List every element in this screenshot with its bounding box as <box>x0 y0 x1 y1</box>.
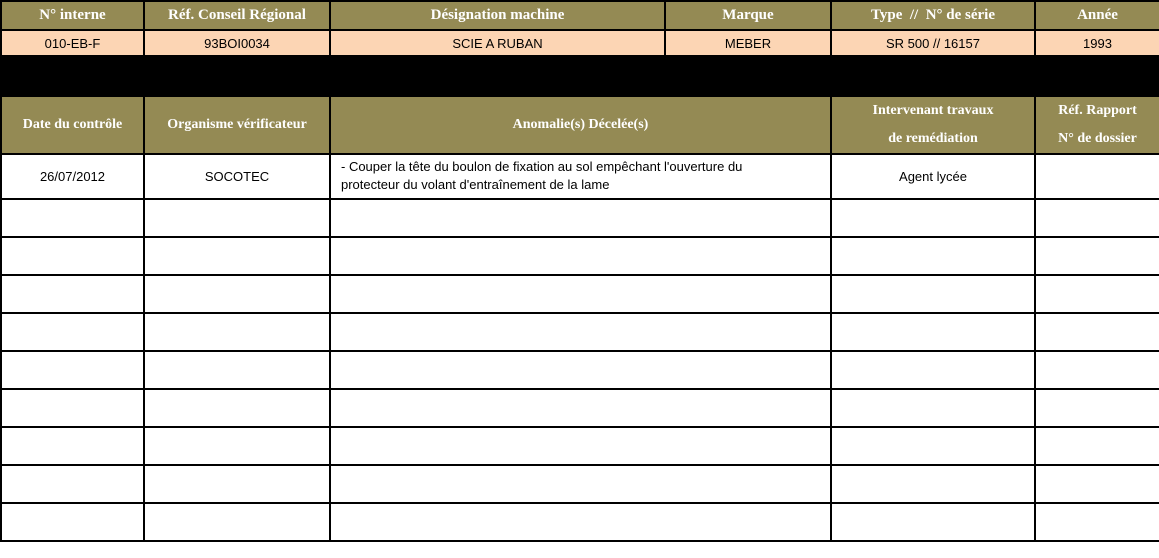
cell-rapport <box>1035 465 1159 503</box>
cell-date <box>1 351 144 389</box>
cell-intervenant <box>831 237 1035 275</box>
value-numero-interne: 010-EB-F <box>1 30 144 56</box>
cell-organisme <box>144 351 330 389</box>
cell-intervenant <box>831 503 1035 541</box>
cell-date <box>1 389 144 427</box>
cell-date <box>1 503 144 541</box>
cell-anomalie <box>330 465 831 503</box>
header-numero-interne: N° interne <box>1 1 144 30</box>
header-anomalies: Anomalie(s) Décelée(s) <box>330 96 831 154</box>
cell-organisme <box>144 389 330 427</box>
cell-intervenant <box>831 199 1035 237</box>
controls-table <box>0 95 1159 542</box>
header-rapport <box>1035 96 1159 154</box>
cell-anomalie <box>330 351 831 389</box>
cell-organisme: SOCOTEC <box>144 154 330 199</box>
cell-intervenant <box>831 389 1035 427</box>
cell-intervenant <box>831 275 1035 313</box>
cell-anomalie-line2: protecteur du volant d'entraînement de la lame <box>341 177 610 192</box>
machine-value-row <box>1 30 1159 56</box>
cell-rapport <box>1035 427 1159 465</box>
header-intervenant-line1: Intervenant travaux <box>872 103 994 118</box>
header-organisme: Organisme vérificateur <box>144 96 330 154</box>
cell-rapport <box>1035 389 1159 427</box>
table-row <box>1 503 1159 541</box>
cell-intervenant <box>831 313 1035 351</box>
header-intervenant-line2: de remédiation <box>888 131 978 146</box>
value-type-serie: SR 500 // 16157 <box>831 30 1035 56</box>
cell-intervenant <box>831 351 1035 389</box>
cell-anomalie <box>330 199 831 237</box>
cell-anomalie <box>330 313 831 351</box>
cell-intervenant <box>831 465 1035 503</box>
cell-anomalie <box>330 154 831 199</box>
cell-anomalie <box>330 275 831 313</box>
cell-date <box>1 275 144 313</box>
header-rapport-line2: N° de dossier <box>1058 131 1137 146</box>
table-row <box>1 351 1159 389</box>
cell-anomalie <box>330 389 831 427</box>
cell-date: 26/07/2012 <box>1 154 144 199</box>
value-designation: SCIE A RUBAN <box>330 30 665 56</box>
table-row <box>1 427 1159 465</box>
header-marque: Marque <box>665 1 831 30</box>
cell-anomalie <box>330 237 831 275</box>
header-type-serie: Type // N° de série <box>831 1 1035 30</box>
cell-rapport <box>1035 313 1159 351</box>
cell-rapport <box>1035 237 1159 275</box>
header-annee: Année <box>1035 1 1159 30</box>
cell-organisme <box>144 199 330 237</box>
header-rapport-line1: Réf. Rapport <box>1058 103 1137 118</box>
cell-anomalie-line1: - Couper la tête du boulon de fixation au sol empêchant l'ouverture du <box>341 159 743 174</box>
cell-organisme <box>144 503 330 541</box>
controls-header-row <box>1 96 1159 154</box>
header-ref-conseil: Réf. Conseil Régional <box>144 1 330 30</box>
cell-date <box>1 465 144 503</box>
cell-organisme <box>144 427 330 465</box>
table-row <box>1 154 1159 199</box>
header-date-controle: Date du contrôle <box>1 96 144 154</box>
table-row <box>1 199 1159 237</box>
cell-anomalie <box>330 503 831 541</box>
table-row <box>1 389 1159 427</box>
cell-date <box>1 313 144 351</box>
cell-anomalie <box>330 427 831 465</box>
cell-organisme <box>144 237 330 275</box>
value-annee: 1993 <box>1035 30 1159 56</box>
cell-organisme <box>144 313 330 351</box>
cell-date <box>1 237 144 275</box>
cell-date <box>1 427 144 465</box>
separator-band <box>0 55 1159 95</box>
table-row <box>1 313 1159 351</box>
cell-rapport <box>1035 503 1159 541</box>
cell-rapport <box>1035 154 1159 199</box>
table-row <box>1 237 1159 275</box>
cell-organisme <box>144 275 330 313</box>
cell-intervenant: Agent lycée <box>831 154 1035 199</box>
machine-header-row <box>1 1 1159 30</box>
cell-rapport <box>1035 275 1159 313</box>
cell-intervenant <box>831 427 1035 465</box>
header-intervenant <box>831 96 1035 154</box>
cell-rapport <box>1035 199 1159 237</box>
cell-date <box>1 199 144 237</box>
table-row <box>1 275 1159 313</box>
value-marque: MEBER <box>665 30 831 56</box>
machine-table <box>0 0 1159 57</box>
value-ref-conseil: 93BOI0034 <box>144 30 330 56</box>
cell-organisme <box>144 465 330 503</box>
header-designation: Désignation machine <box>330 1 665 30</box>
cell-rapport <box>1035 351 1159 389</box>
table-row <box>1 465 1159 503</box>
